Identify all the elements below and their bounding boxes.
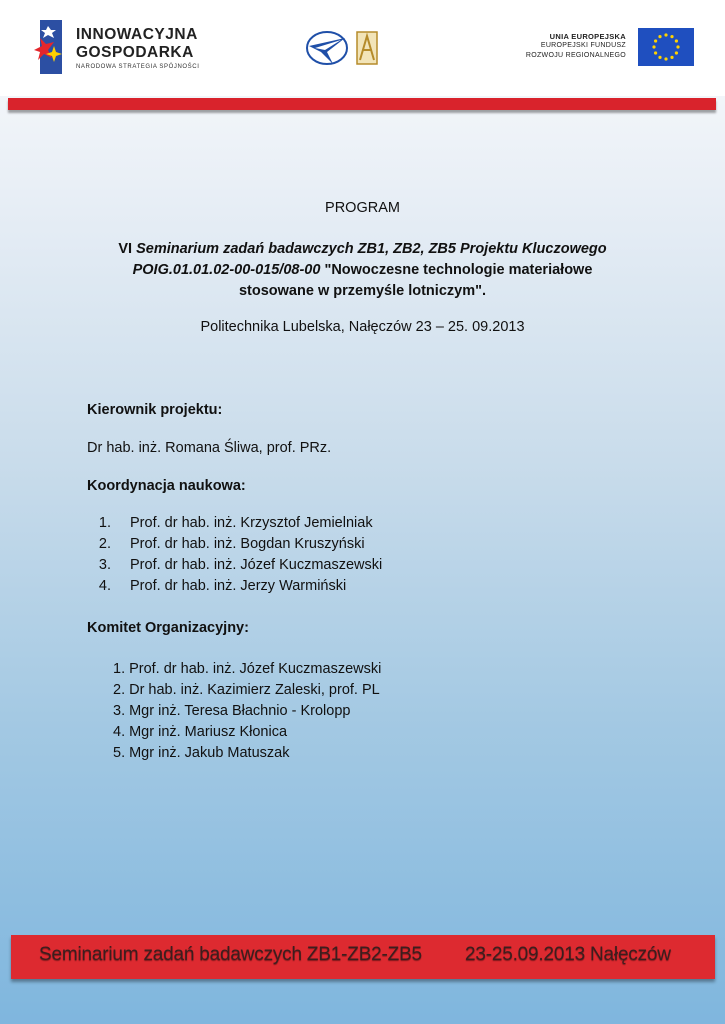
list-text: Prof. dr hab. inż. Krzysztof Jemielniak (130, 515, 373, 531)
list-item (87, 576, 382, 597)
title-line-2-italic: POIG.01.01.02-00-015/08-00 (132, 262, 321, 278)
title-line-2-plain: "Nowoczesne technologie materiałowe (320, 262, 593, 278)
title-line-1 (60, 239, 665, 260)
place-and-date: Politechnika Lubelska, Nałęczów 23 – 25. 09.2013 (200, 319, 525, 335)
list-number: 5. (113, 745, 126, 761)
seminar-title (60, 239, 665, 302)
list-number: 1. (113, 661, 126, 677)
eu-flag-icon (638, 28, 694, 66)
committee-label: Komitet Organizacyjny: (87, 620, 249, 636)
list-number: 4. (113, 724, 126, 740)
eu-line-2: EUROPEJSKI FUNDUSZ (540, 42, 626, 49)
logo-line-2: GOSPODARKA (76, 44, 194, 61)
footer-seminar-text: Seminarium zadań badawczych ZB1-ZB2-ZB5 (39, 944, 422, 965)
list-number: 4. (98, 578, 111, 594)
eu-line-1: UNIA EUROPEJSKA (549, 32, 626, 41)
list-item (113, 680, 381, 701)
list-item (113, 701, 381, 722)
institutional-logos (305, 26, 385, 70)
title-line-3-plain: stosowane w przemyśle lotniczym". (238, 283, 486, 299)
committee-list (113, 659, 381, 764)
eu-logo (525, 26, 700, 70)
title-line-3 (60, 281, 665, 302)
coordination-list (87, 513, 382, 597)
footer-date-place: 23-25.09.2013 Nałęczów (465, 944, 671, 965)
list-number: 2. (98, 536, 111, 552)
title-line-1-italic: Seminarium zadań badawczych ZB1, ZB2, ZB5 Projektu Kluczowego (136, 241, 607, 257)
list-text: Prof. dr hab. inż. Jerzy Warmiński (130, 578, 347, 594)
list-text: Mgr inż. Jakub Matuszak (129, 745, 290, 761)
coordination-label: Koordynacja naukowa: (87, 478, 246, 494)
title-line-2 (60, 260, 665, 281)
header-red-bar (8, 98, 716, 110)
list-number: 2. (113, 682, 126, 698)
title-line-1-plain: VI (118, 241, 137, 257)
footer-banner (11, 935, 715, 979)
page-header (0, 0, 725, 96)
innowacyjna-gospodarka-logo (28, 18, 228, 78)
list-text: Dr hab. inż. Kazimierz Zaleski, prof. PL (129, 682, 380, 698)
list-text: Prof. dr hab. inż. Józef Kuczmaszewski (130, 557, 383, 573)
program-heading: PROGRAM (325, 200, 400, 216)
list-text: Mgr inż. Mariusz Kłonica (129, 724, 288, 740)
list-number: 3. (98, 557, 111, 573)
manager-name: Dr hab. inż. Romana Śliwa, prof. PRz. (87, 440, 332, 456)
list-text: Prof. dr hab. inż. Józef Kuczmaszewski (129, 661, 382, 677)
manager-label: Kierownik projektu: (87, 402, 223, 418)
eu-line-3: ROZWOJU REGIONALNEGO (525, 52, 626, 59)
list-number: 3. (113, 703, 126, 719)
ig-star-emblem-icon (34, 20, 64, 74)
list-item (87, 513, 382, 534)
list-item (113, 743, 381, 764)
logo-line-1: INNOWACYJNA (76, 26, 198, 43)
logo-line-3: NARODOWA STRATEGIA SPÓJNOŚCI (76, 64, 200, 70)
list-item (113, 722, 381, 743)
list-item (87, 534, 382, 555)
list-number: 1. (98, 515, 111, 531)
list-text: Mgr inż. Teresa Błachnio - Krolopp (129, 703, 351, 719)
list-item (113, 659, 381, 680)
list-item (87, 555, 382, 576)
list-text: Prof. dr hab. inż. Bogdan Kruszyński (130, 536, 365, 552)
aviation-logo-icon (305, 26, 385, 70)
